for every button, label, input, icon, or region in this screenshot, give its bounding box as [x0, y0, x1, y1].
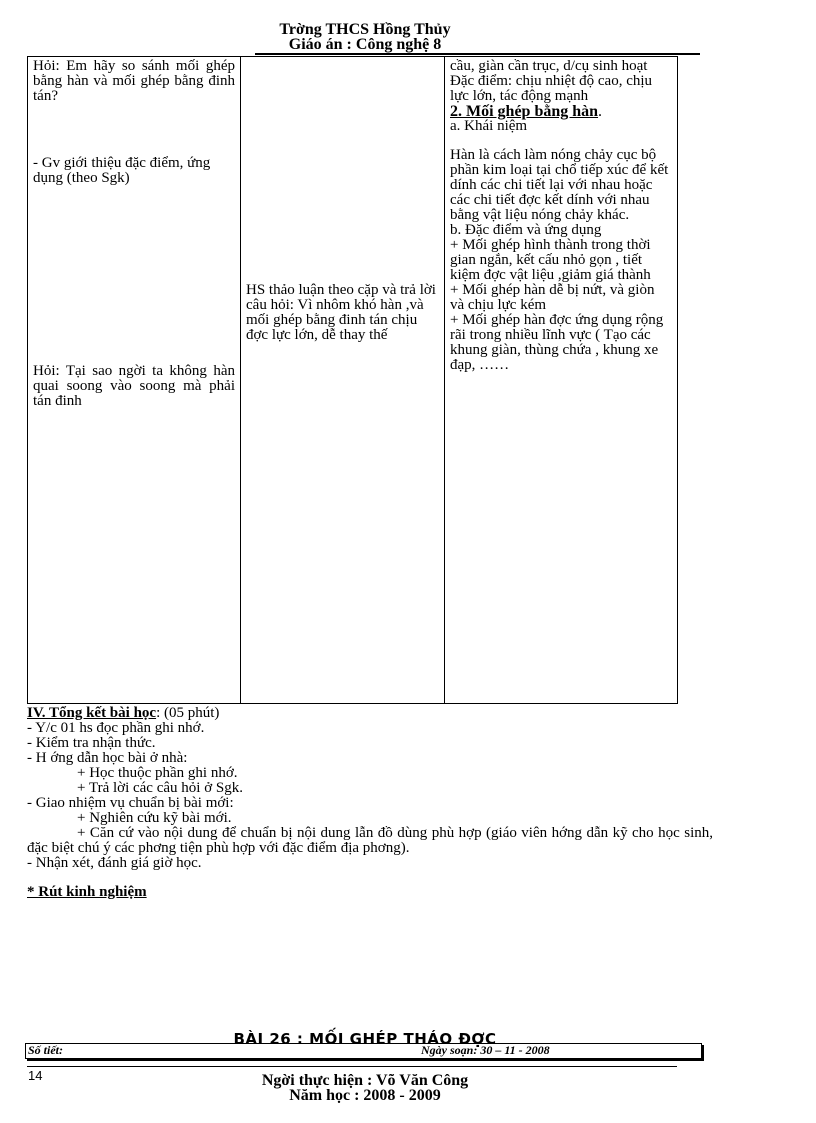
home-item: + Trả lời các câu hỏi ở Sgk.: [77, 780, 243, 796]
header-rule: [255, 53, 700, 55]
footer-credit: [0, 1073, 730, 1103]
section-weld-dot: .: [598, 103, 603, 120]
footer-rule: [27, 1066, 677, 1067]
rivet-traits: Đặc điểm: chịu nhiệt độ cao, chịu lực lớn, tác động mạnh: [450, 73, 653, 104]
rivet-usage-tail: cầu, giàn cần trục, d/cụ sinh hoạt: [450, 58, 648, 74]
feature-2: + Mối ghép hàn dễ bị nứt, và giòn và chịu lực kém: [450, 282, 655, 313]
section-weld-title: 2. Mối ghép bằng hàn: [450, 103, 599, 120]
student-activity-column: [241, 57, 445, 704]
concept-text: Hàn là cách làm nóng chảy cục bộ phần kim loại tại chổ tiếp xúc để kết dính các chi tiết lại với nhau hoặc các chi tiết đợc kết dính với nhau bằng vật liệu nóng chảy khác.: [450, 147, 669, 223]
prep-long: + Căn cứ vào nội dung để chuẩn bị nội dung lẫn đồ dùng phù hợp (giáo viên hớng dẫn kỹ cho học sinh, đặc biệt chú ý các phơng tiện phù hợp với đặc điểm địa phơng).: [27, 825, 713, 856]
school-header: [0, 22, 730, 52]
subject-title: Giáo án : Công nghệ 8: [288, 36, 442, 53]
next-lesson-box: [25, 1043, 702, 1059]
prep-line: - Giao nhiệm vụ chuẩn bị bài mới:: [27, 795, 234, 811]
summary-heading: [27, 706, 713, 721]
school-name: Trờng THCS Hồng Thủy: [279, 21, 451, 38]
content-column: [445, 57, 678, 704]
summary-line: - Y/c 01 hs đọc phần ghi nhớ.: [27, 720, 205, 736]
summary-line: - H ớng dẫn học bài ở nhà:: [27, 750, 188, 766]
features-label: b. Đặc điểm và ứng dụng: [450, 222, 602, 238]
period-label: Số tiết:: [28, 1043, 63, 1057]
next-lesson-title: BÀI 26 : MỐI GHÉP THÁO ĐỢC: [233, 1030, 497, 1048]
concept-label: a. Khái niệm: [450, 118, 528, 134]
home-item: + Học thuộc phần ghi nhớ.: [77, 765, 238, 781]
lesson-table: [27, 56, 678, 704]
experience-heading: * Rút kinh nghiệm: [27, 884, 147, 900]
feature-3: + Mối ghép hàn đợc ứng dụng rộng rãi trong nhiều lĩnh vực ( Tạo các khung giàn, thùng chứa , khung xe đạp, ……: [450, 312, 664, 373]
prep-date: Ngày soạn: 30 – 11 - 2008: [421, 1043, 550, 1057]
summary-line: - Kiểm tra nhận thức.: [27, 735, 156, 751]
prep-item: + Nghiên cứu kỹ bài mới.: [77, 810, 232, 826]
author-line: Ngời thực hiện : Võ Văn Công: [261, 1072, 469, 1089]
teacher-intro: - Gv giới thiệu đặc điểm, ứng dụng (theo Sgk): [33, 155, 211, 186]
feature-1: + Mối ghép hình thành trong thời gian ngắn, kết cấu nhỏ gọn , tiết kiệm đợc vật liệu ,giảm giá thành: [450, 237, 651, 283]
summary-title: IV. Tổng kết bài học: [27, 705, 157, 721]
summary-time: : (05 phút): [156, 705, 220, 721]
school-year: Năm học : 2008 - 2009: [289, 1087, 441, 1104]
student-answer: HS thảo luận theo cặp và trả lời câu hỏi: Vì nhôm khó hàn ,và mối ghép bằng đinh tán chịu đợc lực lớn, dễ thay thế: [246, 282, 436, 343]
teacher-activity-column: [28, 57, 241, 704]
page-number: 14: [28, 1068, 43, 1083]
question-pot-handle: Hỏi: Tại sao ngời ta không hàn quai soong vào soong mà phải tán đinh: [33, 363, 235, 409]
section-weld-heading: [450, 104, 672, 119]
question-compare: Hỏi: Em hãy so sánh mối ghép bằng hàn và mối ghép bằng đinh tán?: [33, 58, 235, 104]
lesson-summary: [27, 706, 713, 900]
eval-line: - Nhận xét, đánh giá giờ học.: [27, 855, 202, 871]
